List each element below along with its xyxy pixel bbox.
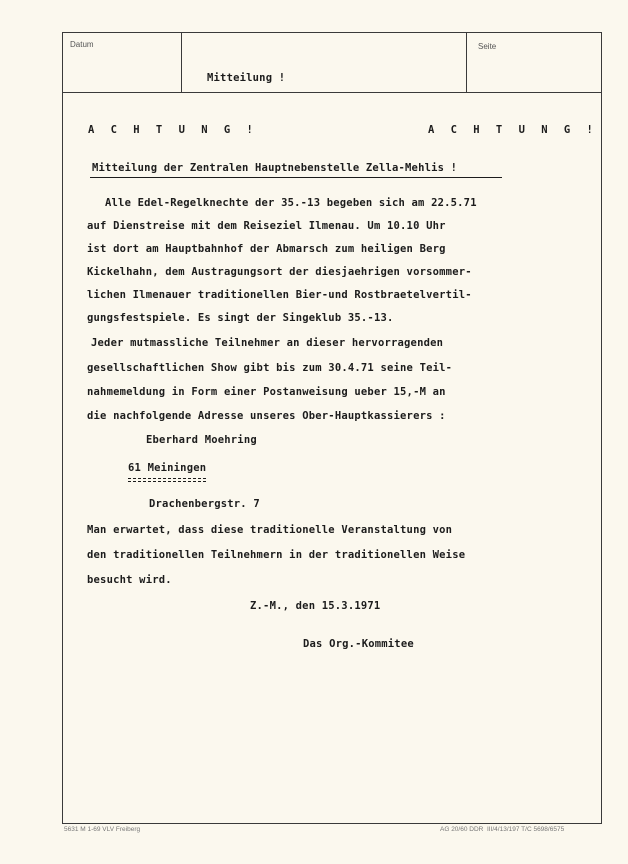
datum-label: Datum — [70, 40, 94, 49]
heading-underline — [90, 177, 502, 178]
achtung-right: A C H T U N G ! — [428, 124, 598, 136]
achtung-left: A C H T U N G ! — [88, 124, 258, 136]
letter-date: Z.-M., den 15.3.1971 — [250, 600, 381, 612]
closing-line-2: den traditionellen Teilnehmern in der traditionellen Weise — [87, 549, 466, 561]
body-line-6: gungsfestspiele. Es singt der Singeklub 35.-13. — [87, 312, 394, 324]
seite-label: Seite — [478, 42, 497, 51]
closing-line-1: Man erwartet, dass diese traditionelle Veranstaltung von — [87, 524, 453, 536]
footer-print-left: 5631 M 1-69 VLV Freiberg — [64, 826, 141, 833]
address-name: Eberhard Moehring — [146, 434, 257, 446]
body-line-8: gesellschaftlichen Show gibt bis zum 30.4.71 seine Teil- — [87, 362, 453, 374]
body-line-5: lichen Ilmenauer traditionellen Bier-und Rostbraetelvertil- — [87, 289, 472, 301]
body-line-9: nahmemeldung in Form einer Postanweisung ueber 15,-M an — [87, 386, 446, 398]
seite-divider — [466, 32, 467, 92]
body-line-1: Alle Edel-Regelknechte der 35.-13 begeben sich am 22.5.71 — [105, 197, 477, 209]
body-line-10: die nachfolgende Adresse unseres Ober-Hauptkassierers : — [87, 410, 446, 422]
address-city: 61 Meiningen — [128, 462, 207, 474]
header-divider — [62, 92, 601, 93]
address-street: Drachenbergstr. 7 — [149, 498, 260, 510]
form-frame — [62, 32, 602, 824]
body-line-4: Kickelhahn, dem Austragungsort der diesjaehrigen vorsommer- — [87, 266, 472, 278]
closing-line-3: besucht wird. — [87, 574, 172, 586]
letter-heading: Mitteilung der Zentralen Hauptnebenstelle Zella-Mehlis ! — [92, 162, 458, 174]
subject-text: Mitteilung ! — [207, 72, 286, 84]
city-double-underline — [128, 478, 206, 482]
letter-signature: Das Org.-Kommitee — [303, 638, 414, 650]
body-line-2: auf Dienstreise mit dem Reiseziel Ilmenau. Um 10.10 Uhr — [87, 220, 446, 232]
body-line-7: Jeder mutmassliche Teilnehmer an dieser hervorragenden — [91, 337, 444, 349]
body-line-3: ist dort am Hauptbahnhof der Abmarsch zum heiligen Berg — [87, 243, 446, 255]
datum-divider — [181, 32, 182, 92]
footer-print-right: AG 20/60 DDR III/4/13/197 T/C 5698/6575 — [440, 826, 565, 833]
